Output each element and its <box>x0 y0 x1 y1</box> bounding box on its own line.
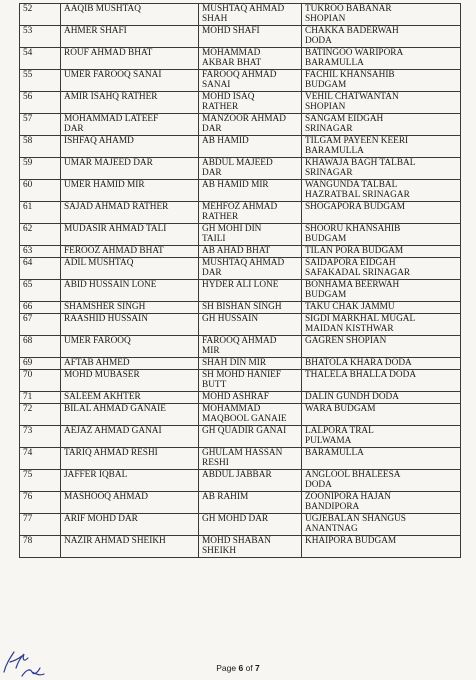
name-cell: JAFFER IQBAL <box>61 470 199 492</box>
name-cell: MOHAMMAD LATEEF DAR <box>61 114 199 136</box>
table-row <box>20 48 461 70</box>
name-cell: BILAL AHMAD GANAIE <box>61 404 199 426</box>
address-cell: BONHAMA BEERWAH BUDGAM <box>302 280 461 302</box>
name-cell: SHAMSHER SINGH <box>61 302 199 314</box>
page-footer <box>0 663 476 673</box>
address-cell: SHOGAPORA BUDGAM <box>302 202 461 224</box>
row-number: 62 <box>20 224 61 246</box>
father-name-cell: SH BISHAN SINGH <box>199 302 302 314</box>
row-number: 58 <box>20 136 61 158</box>
table-row <box>20 258 461 280</box>
name-cell: UMER HAMID MIR <box>61 180 199 202</box>
father-name-cell: MEHFOZ AHMAD RATHER <box>199 202 302 224</box>
name-cell: AEJAZ AHMAD GANAI <box>61 426 199 448</box>
row-number: 56 <box>20 92 61 114</box>
table-row <box>20 514 461 536</box>
table-row <box>20 536 461 558</box>
table-body <box>20 4 461 558</box>
row-number: 72 <box>20 404 61 426</box>
name-cell: MUDASIR AHMAD TALI <box>61 224 199 246</box>
father-name-cell: MUSHTAQ AHMAD DAR <box>199 258 302 280</box>
name-cell: MASHOOQ AHMAD <box>61 492 199 514</box>
father-name-cell: AB AHAD BHAT <box>199 246 302 258</box>
row-number: 68 <box>20 336 61 358</box>
table-row <box>20 114 461 136</box>
table-row <box>20 404 461 426</box>
table-row <box>20 280 461 302</box>
row-number: 67 <box>20 314 61 336</box>
father-name-cell: MUSHTAQ AHMAD SHAH <box>199 4 302 26</box>
row-number: 63 <box>20 246 61 258</box>
father-name-cell: MOHAMMAD AKBAR BHAT <box>199 48 302 70</box>
father-name-cell: MOHD SHABAN SHEIKH <box>199 536 302 558</box>
row-number: 60 <box>20 180 61 202</box>
footer-page-number: 6 <box>238 663 244 673</box>
address-cell: WANGUNDA TALBAL HAZRATBAL SRINAGAR <box>302 180 461 202</box>
name-cell: AAQIB MUSHTAQ <box>61 4 199 26</box>
father-name-cell: GH QUADIR GANAI <box>199 426 302 448</box>
address-cell: BHATOLA KHARA DODA <box>302 358 461 370</box>
table-row <box>20 370 461 392</box>
father-name-cell: FAROOQ AHMAD SANAI <box>199 70 302 92</box>
table-row <box>20 70 461 92</box>
name-cell: UMAR MAJEED DAR <box>61 158 199 180</box>
table-row <box>20 246 461 258</box>
row-number: 69 <box>20 358 61 370</box>
name-cell: SAJAD AHMAD RATHER <box>61 202 199 224</box>
row-number: 64 <box>20 258 61 280</box>
name-cell: UMER FAROOQ <box>61 336 199 358</box>
address-cell: VEHIL CHATWANTAN SHOPIAN <box>302 92 461 114</box>
address-cell: SANGAM EIDGAH SRINAGAR <box>302 114 461 136</box>
row-number: 54 <box>20 48 61 70</box>
row-number: 70 <box>20 370 61 392</box>
row-number: 61 <box>20 202 61 224</box>
name-cell: ARIF MOHD DAR <box>61 514 199 536</box>
name-cell: ISHFAQ AHAMD <box>61 136 199 158</box>
name-cell: ADIL MUSHTAQ <box>61 258 199 280</box>
father-name-cell: GH MOHD DAR <box>199 514 302 536</box>
father-name-cell: HYDER ALI LONE <box>199 280 302 302</box>
table-row <box>20 302 461 314</box>
row-number: 78 <box>20 536 61 558</box>
row-number: 59 <box>20 158 61 180</box>
table-row <box>20 470 461 492</box>
table-row <box>20 180 461 202</box>
table-row <box>20 224 461 246</box>
table-row <box>20 426 461 448</box>
name-cell: NAZIR AHMAD SHEIKH <box>61 536 199 558</box>
address-cell: ZOONIPORA HAJAN BANDIPORA <box>302 492 461 514</box>
address-cell: BATINGOO WARIPORA BARAMULLA <box>302 48 461 70</box>
name-cell: TARIQ AHMAD RESHI <box>61 448 199 470</box>
name-cell: ROUF AHMAD BHAT <box>61 48 199 70</box>
table-row <box>20 92 461 114</box>
name-cell: MOHD MUBASER <box>61 370 199 392</box>
row-number: 66 <box>20 302 61 314</box>
address-cell: THALELA BHALLA DODA <box>302 370 461 392</box>
father-name-cell: GH MOHI DIN TAILI <box>199 224 302 246</box>
name-cell: SALEEM AKHTER <box>61 392 199 404</box>
name-cell: AFTAB AHMED <box>61 358 199 370</box>
table-row <box>20 392 461 404</box>
name-cell: FEROOZ AHMAD BHAT <box>61 246 199 258</box>
row-number: 73 <box>20 426 61 448</box>
father-name-cell: MANZOOR AHMAD DAR <box>199 114 302 136</box>
address-cell: GAGREN SHOPIAN <box>302 336 461 358</box>
father-name-cell: AB RAHIM <box>199 492 302 514</box>
address-cell: CHAKKA BADERWAH DODA <box>302 26 461 48</box>
name-cell: UMER FAROOQ SANAI <box>61 70 199 92</box>
row-number: 55 <box>20 70 61 92</box>
address-cell: TILAN PORA BUDGAM <box>302 246 461 258</box>
row-number: 74 <box>20 448 61 470</box>
address-cell: DALIN GUNDH DODA <box>302 392 461 404</box>
father-name-cell: ABDUL JABBAR <box>199 470 302 492</box>
father-name-cell: GH HUSSAIN <box>199 314 302 336</box>
address-cell: KHAIPORA BUDGAM <box>302 536 461 558</box>
name-cell: AMIR ISAHQ RATHER <box>61 92 199 114</box>
row-number: 76 <box>20 492 61 514</box>
candidate-table <box>19 3 461 558</box>
father-name-cell: GHULAM HASSAN RESHI <box>199 448 302 470</box>
address-cell: BARAMULLA <box>302 448 461 470</box>
name-cell: AHMER SHAFI <box>61 26 199 48</box>
father-name-cell: MOHD ISAQ RATHER <box>199 92 302 114</box>
address-cell: TUKROO BABANAR SHOPIAN <box>302 4 461 26</box>
address-cell: KHAWAJA BAGH TALBAL SRINAGAR <box>302 158 461 180</box>
father-name-cell: FAROOQ AHMAD MIR <box>199 336 302 358</box>
address-cell: WARA BUDGAM <box>302 404 461 426</box>
row-number: 52 <box>20 4 61 26</box>
table-row <box>20 336 461 358</box>
father-name-cell: AB HAMID MIR <box>199 180 302 202</box>
table-row <box>20 136 461 158</box>
footer-of: of <box>243 663 256 673</box>
table-row <box>20 158 461 180</box>
address-cell: ANGLOOL BHALEESA DODA <box>302 470 461 492</box>
address-cell: LALPORA TRAL PULWAMA <box>302 426 461 448</box>
address-cell: SHOORU KHANSAHIB BUDGAM <box>302 224 461 246</box>
row-number: 65 <box>20 280 61 302</box>
address-cell: FACHIL KHANSAHIB BUDGAM <box>302 70 461 92</box>
table-row <box>20 4 461 26</box>
table-row <box>20 26 461 48</box>
father-name-cell: AB HAMID <box>199 136 302 158</box>
address-cell: SAIDAPORA EIDGAH SAFAKADAL SRINAGAR <box>302 258 461 280</box>
table-row <box>20 448 461 470</box>
father-name-cell: SH MOHD HANIEF BUTT <box>199 370 302 392</box>
father-name-cell: MOHD ASHRAF <box>199 392 302 404</box>
father-name-cell: ABDUL MAJEED DAR <box>199 158 302 180</box>
address-cell: UGJEBALAN SHANGUS ANANTNAG <box>302 514 461 536</box>
father-name-cell: SHAH DIN MIR <box>199 358 302 370</box>
address-cell: SIGDI MARKHAL MUGAL MAIDAN KISTHWAR <box>302 314 461 336</box>
address-cell: TAKU CHAK JAMMU <box>302 302 461 314</box>
father-name-cell: MOHD SHAFI <box>199 26 302 48</box>
row-number: 57 <box>20 114 61 136</box>
name-cell: RAASHID HUSSAIN <box>61 314 199 336</box>
row-number: 71 <box>20 392 61 404</box>
row-number: 53 <box>20 26 61 48</box>
address-cell: TILGAM PAYEEN KEERI BARAMULLA <box>302 136 461 158</box>
table-row <box>20 202 461 224</box>
father-name-cell: MOHAMMAD MAQBOOL GANAIE <box>199 404 302 426</box>
table-row <box>20 314 461 336</box>
name-cell: ABID HUSSAIN LONE <box>61 280 199 302</box>
table-row <box>20 492 461 514</box>
table-row <box>20 358 461 370</box>
footer-page-total: 7 <box>255 663 260 673</box>
footer-prefix: Page <box>216 663 239 673</box>
row-number: 77 <box>20 514 61 536</box>
row-number: 75 <box>20 470 61 492</box>
